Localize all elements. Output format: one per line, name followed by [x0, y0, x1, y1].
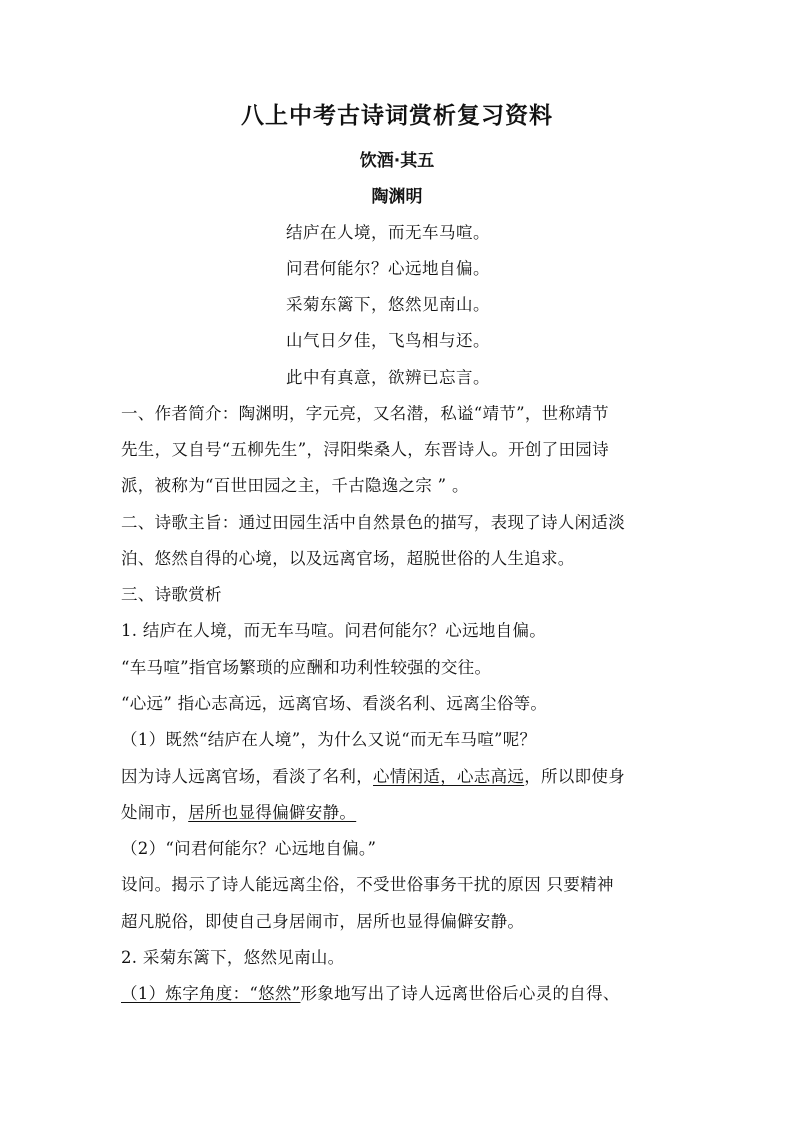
analysis-answer: 超凡脱俗，即使自己身居闹市，居所也显得偏僻安静。 — [121, 912, 525, 931]
analysis-answer: 设问。揭示了诗人能远离尘俗，不受世俗事务干扰的原因 只要精神 — [121, 875, 614, 894]
answer-text: ，所以即使身 — [524, 767, 626, 786]
analysis-item: 1. 结庐在人境，而无车马喧。问君何能尔？心远地自偏。 — [121, 621, 547, 640]
document-title: 八上中考古诗词赏析复习资料 — [241, 103, 553, 129]
answer-underlined: 居所也显得偏僻安静。 — [188, 803, 357, 822]
poem-line: 结庐在人境，而无车马喧。 — [286, 223, 490, 242]
analysis-item: 2. 采菊东篱下，悠然见南山。 — [121, 948, 345, 967]
poem-line: 问君何能尔？心远地自偏。 — [286, 259, 490, 278]
analysis-answer — [121, 799, 356, 823]
author-intro-line: 派，被称为“百世田园之主，千古隐逸之宗 ” 。 — [121, 476, 469, 495]
analysis-question — [121, 980, 620, 1004]
answer-text: 处闹市， — [121, 803, 189, 822]
poem-title: 饮酒·其五 — [359, 151, 435, 171]
author-intro-line: 一、作者简介：陶渊明，字元亮，又名潜，私谥“靖节”，世称靖节 — [121, 404, 609, 423]
analysis-question: （1）既然“结庐在人境”，为什么又说“而无车马喧”呢？ — [121, 730, 537, 749]
theme-line: 泊、悠然自得的心境，以及远离官场，超脱世俗的人生追求。 — [121, 549, 575, 568]
question-text: 形象地写出了诗人远离世俗后心灵的自得、 — [300, 984, 620, 1003]
analysis-heading: 三、诗歌赏析 — [121, 585, 222, 604]
poem-line: 采菊东篱下，悠然见南山。 — [286, 295, 490, 314]
answer-text: 因为诗人远离官场，看淡了名利， — [121, 767, 373, 786]
poem-author: 陶渊明 — [371, 187, 423, 207]
analysis-answer — [121, 763, 625, 787]
poem-line: 此中有真意，欲辨已忘言。 — [286, 368, 490, 387]
answer-underlined: 心情闲适，心志高远 — [373, 767, 525, 786]
poem-line: 山气日夕佳，飞鸟相与还。 — [286, 331, 490, 350]
theme-line: 二、诗歌主旨：通过田园生活中自然景色的描写，表现了诗人闲适淡 — [121, 513, 625, 532]
author-intro-line: 先生，又自号“五柳先生”，浔阳柴桑人，东晋诗人。开创了田园诗 — [121, 440, 609, 459]
analysis-note: “车马喧”指官场繁琐的应酬和功利性较强的交往。 — [121, 658, 492, 677]
analysis-note: “心远” 指心志高远，远离官场、看淡名利、远离尘俗等。 — [121, 694, 548, 713]
question-underlined: （1）炼字角度：“悠然” — [121, 984, 301, 1003]
analysis-question: （2）“问君何能尔？心远地自偏。” — [121, 839, 377, 858]
